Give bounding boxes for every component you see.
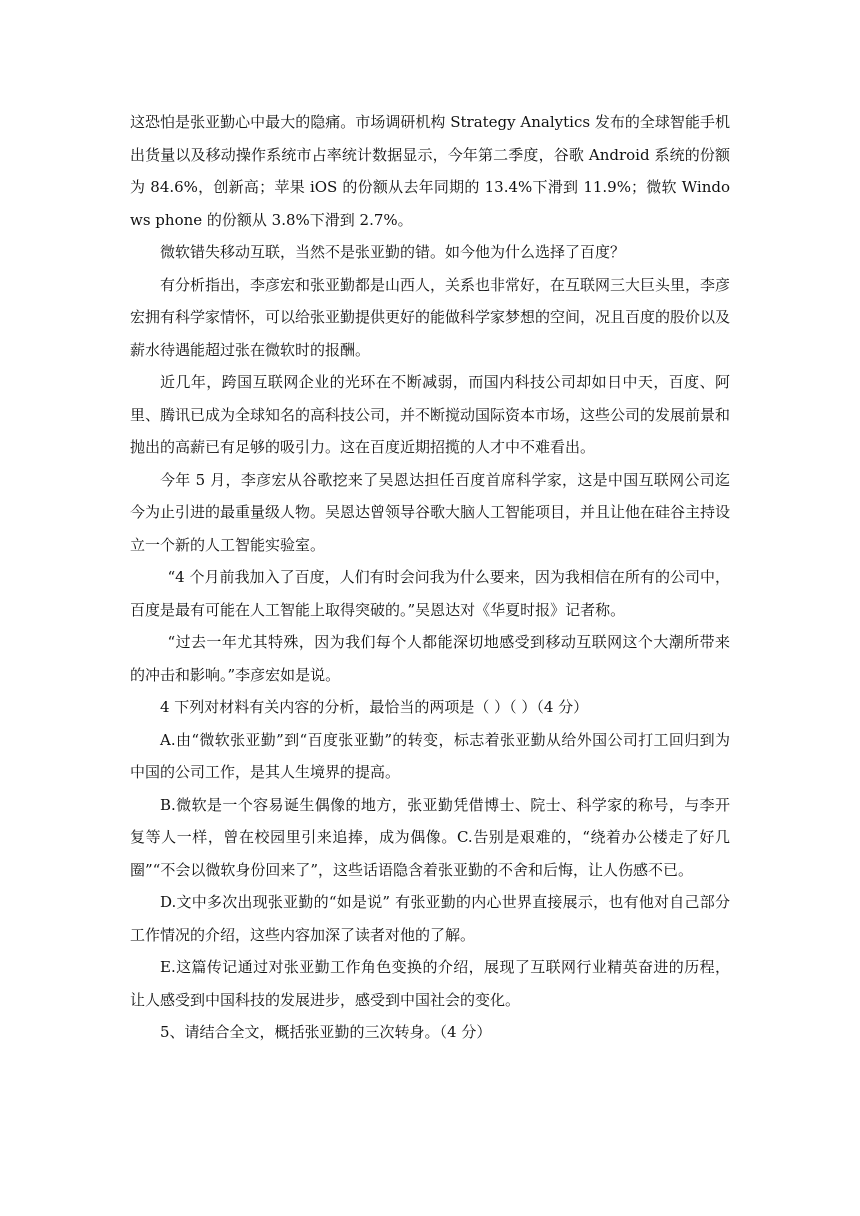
option-b-c: B.微软是一个容易诞生偶像的地方，张亚勤凭借博士、院士、科学家的称号，与李开复等人一样，曾在校园里引来追捧，成为偶像。C.告别是艰难的，“绕着办公楼走了好几圈”“不会以微软身份回来了”，这些话语隐含着张亚勤的不舍和后悔，让人伤感不已。 xyxy=(130,795,730,879)
paragraph-andrew-ng: 今年 5 月，李彦宏从谷歌挖来了吴恩达担任百度首席科学家，这是中国互联网公司迄今为止引进的最重量级人物。吴恩达曾领导谷歌大脑人工智能项目，并且让他在硅谷主持设立一个新的人工智能实验室。 xyxy=(130,470,731,554)
paragraph-quote-li: “过去一年尤其特殊，因为我们每个人都能深切地感受到移动互联网这个大潮所带来的冲击和影响。”李彦宏如是说。 xyxy=(130,633,730,684)
option-d: D.文中多次出现张亚勤的“如是说” 有张亚勤的内心世界直接展示，也有他对自己部分工作情况的介绍，这些内容加深了读者对他的了解。 xyxy=(130,893,730,944)
paragraph-intro: 这恐怕是张亚勤心中最大的隐痛。市场调研机构 Strategy Analytics 发布的全球智能手机出货量以及移动操作系统市占率统计数据显示，今年第二季度，谷歌 Android 系统的份额为 84.6%，创新高；苹果 iOS 的份额从去年同期的 13.4%下滑到 11.9%；微软 Windows phone 的份额从 3.8%下滑到 2.7%。 xyxy=(130,113,730,229)
paragraph-analysis: 有分析指出，李彦宏和张亚勤都是山西人，关系也非常好，在互联网三大巨头里，李彦宏拥有科学家情怀，可以给张亚勤提供更好的能做科学家梦想的空间，况且百度的股价以及薪水待遇能超过张在微软时的报酬。 xyxy=(130,275,731,359)
question-5-stem: 5、请结合全文，概括张亚勤的三次转身。（4 分） xyxy=(160,1023,492,1041)
paragraph-quote-ng: “4 个月前我加入了百度，人们有时会问我为什么要来，因为我相信在所有的公司中，百度是最有可能在人工智能上取得突破的。”吴恩达对《华夏时报》记者称。 xyxy=(130,568,730,619)
question-4-stem: 4 下列对材料有关内容的分析，最恰当的两项是（ ）（ ）（4 分） xyxy=(160,698,589,716)
paragraph-question: 微软错失移动互联，当然不是张亚勤的错。如今他为什么选择了百度？ xyxy=(160,243,626,261)
option-e: E.这篇传记通过对张亚勤工作角色变换的介绍，展现了互联网行业精英奋进的历程，让人感受到中国科技的发展进步，感受到中国社会的变化。 xyxy=(130,958,730,1009)
option-a: A.由“微软张亚勤”到“百度张亚勤”的转变，标志着张亚勤从给外国公司打工回归到为中国的公司工作，是其人生境界的提高。 xyxy=(130,730,730,781)
paragraph-recent-years: 近几年，跨国互联网企业的光环在不断减弱，而国内科技公司却如日中天，百度、阿里、腾讯已成为全球知名的高科技公司，并不断搅动国际资本市场，这些公司的发展前景和抛出的高薪已有足够的吸引力。这在百度近期招揽的人才中不难看出。 xyxy=(130,373,731,456)
document-body xyxy=(130,106,730,1049)
